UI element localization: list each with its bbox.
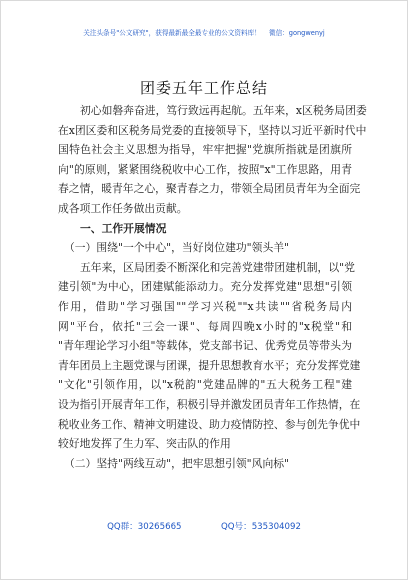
body-line: 较好地发挥了生力军、突击队的作用	[58, 437, 231, 451]
body-line: 网"平台，依托"三会一课"、每周四晚x小时的"x税堂"和	[58, 319, 352, 333]
footer-qq-number: QQ号：535304092	[221, 522, 301, 532]
body-line: 建引领"为中心，团建赋能添动力。充分发挥党建"思想"引领	[58, 280, 352, 294]
body-line: 国特色社会主义思想为指导，牢牢把握"党旗所指就是团旗所	[58, 143, 352, 157]
body-line: 青年团员上主题党课与团课，提升思想教育水平；充分发挥党建	[58, 358, 361, 372]
body-line: 五年来，区局团委不断深化和完善党建带团建机制，以"党	[80, 260, 355, 274]
body-line: 在x团区委和区税务局党委的直接领导下，坚持以习近平新时代中	[58, 123, 367, 137]
banner-wechat: 微信：gongwenyj	[269, 29, 325, 37]
section-heading: 一、工作开展情况	[80, 221, 167, 235]
subsection-heading: （二）坚持"两线互动"，把牢思想引领"风向标"	[64, 456, 290, 470]
subsection-heading: （一）围绕"一个中心"，当好岗位建功"领头羊"	[64, 241, 290, 255]
banner-text: 关注头条号"公文研究"，获得最新最全最专业的公文资料库！	[83, 29, 261, 37]
body-line: 春之情，暖青年之心，聚青春之力，带领全局团员青年为全面完	[58, 182, 361, 196]
document-title: 团委五年工作总结	[139, 79, 268, 97]
body-line: 设为指引开展青年工作，积极引导并激发团员青年工作热情，在	[58, 397, 361, 411]
body-line: 向"的原则，紧紧围绕税收中心工作，按照"x"工作思路，用青	[58, 162, 352, 176]
body-line: "文化"引领作用，以"x税韵"党建品牌的"五大税务工程"建	[58, 378, 352, 392]
top-banner	[0, 28, 408, 38]
body-line: 成各项工作任务做出贡献。	[58, 201, 188, 215]
footer-qq-group: QQ群：30265665	[107, 522, 182, 532]
body-line: 税收业务工作、精神文明建设、助力疫情防控、参与创先争优中	[58, 417, 361, 431]
document-body	[58, 101, 367, 473]
body-line: 初心如磐奔奋进，笃行致远再起航。五年来，x区税务局团委	[80, 104, 367, 117]
footer-contact	[0, 520, 408, 532]
body-line: "青年理论学习小组"等载体，党支部书记、优秀党员等带头为	[58, 339, 352, 353]
body-line: 作用，借助"学习强国""学习兴税""x共读""省税务局内	[58, 299, 352, 313]
